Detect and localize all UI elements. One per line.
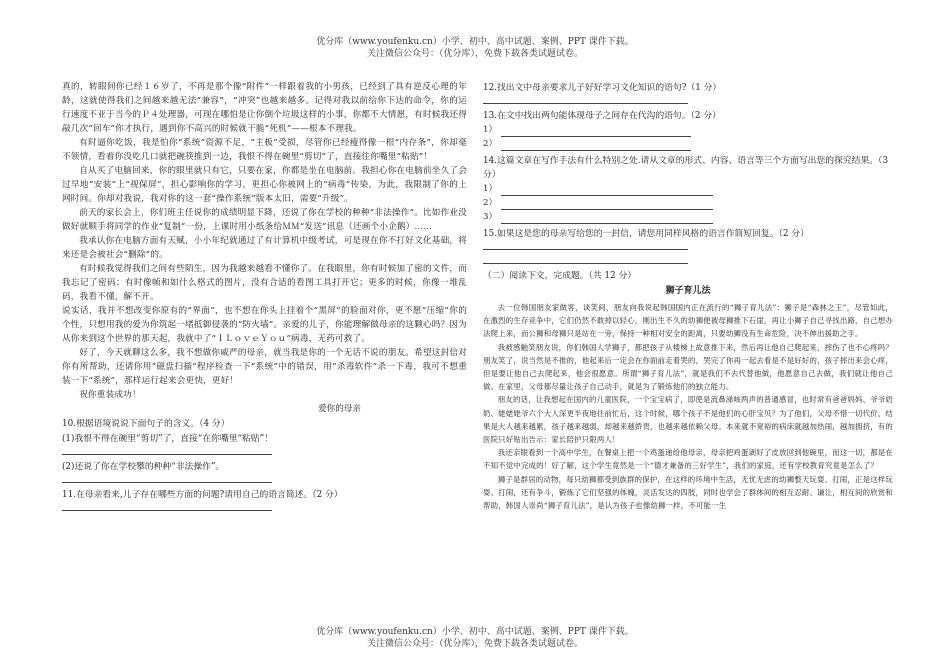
answer-line-10-1[interactable] bbox=[62, 446, 272, 455]
answer-label-14-1: 1） bbox=[483, 184, 498, 194]
letter-paragraph-3: 自从买了电脑回来，你的眼里就只有它，只要在家，你都是坐在电脑前。我担心你在电脑前坐久了会过早地“安装”上“视保屏”，担心影响你的学习，更担心你被网上的“病毒”传染，为此，我限制了你的上网时间。你却对我说，我对你的这一套“操作系统”版本太旧，需要“升级”。 bbox=[62, 166, 467, 204]
letter-paragraph-6: 有时候我觉得我们之间有些陌生，因为我越来越看不懂你了。在我眼里，你有时候加了密的文件，而我忘记了密码；有时像帧和如什么格式的图片，没有合适的看图工具打开它；更多的时候，你像一堆乱码，我看不懂，解不开。 bbox=[62, 264, 467, 302]
article-paragraph-4: 我还亲眼看到一个高中学生，在餐桌上把一个鸡蛋递给他母亲，母亲把鸡蛋剥好了皮放回到他碗里，而这一切，都是在不知不觉中完成的！好了解，这个学生竟然是一个“德才兼备的三好学生”，我们的家庭，还有学校教育究竟是怎么了？ bbox=[483, 448, 893, 471]
answer-label-13-2: 2） bbox=[483, 139, 498, 149]
letter-paragraph-8: 好了，今天就聊这么多，我不想做你威严的母亲，就当我是你的一个无话不说的朋友。希望这封信对你有所帮助，还请你用“磁盘扫描”程序检查一下“系统”中的错误，用“杀毒软件”杀一下毒，我可不想重装一下“系统”，那样运行起来会更快，更好！ bbox=[62, 348, 467, 386]
answer-line-13-2[interactable] bbox=[501, 140, 691, 151]
answer-row-13-1 bbox=[483, 123, 893, 137]
letter-paragraph-4: 前天的家长会上，你们班主任说你的成绩明显下降，还说了你在学校的种种“非法操作”。比如作业没做好就顺手将同学的作业“复制”一份，上课时用小纸条给ＭＭ“发送”讯息（还画个小企鹅）…… bbox=[62, 208, 467, 232]
answer-row-14-3 bbox=[483, 210, 893, 224]
page-footer bbox=[0, 626, 950, 650]
article-paragraph-3: 朋友的话，让我想起在国内的儿童医院，一个宝宝病了，即使是流鼻涕咳两声的普通感冒，也时常有爸爸妈妈、爷爷奶奶、姥姥姥爷六个大人深更半夜地往前忙后，这个时候，哪个孩子不是他们的心肝宝贝？为了他们，父母不惜一切代价，结果是大人越来越累，孩子越来越弱，却越来越娇贵，也越来越依赖父母。本来就不宽裕的病床就越加热闹，越加拥挤，有的医院只好贴出告示：家长陪护只限两人！ bbox=[483, 395, 893, 445]
letter-paragraph-7: 说实话，我并不想改变你原有的“界面”，也不想在你头上挂着个“黑屏”的脸面对你，更不愿“压缩”你的个性，只想用我的爱为你筑起一堵抵御侵袭的“防火墙”。亲爱的儿子，你能理解做母亲的这颗心吗？因为从你来到这个世界的那天起，我就中了“ＩＬｏｖｅＹｏｕ”病毒，无药可救了。 bbox=[62, 306, 467, 344]
answer-label-13-1: 1） bbox=[483, 125, 498, 135]
answer-line-15-a[interactable] bbox=[483, 241, 688, 250]
answer-row-14-1 bbox=[483, 182, 893, 196]
footer-line-2: 关注微信公众号：（优分库），免费下载各类试题试卷。 bbox=[366, 639, 583, 649]
question-12: 12.找出文中母亲要求儿子好好学习文化知识的语句?（1 分） bbox=[483, 83, 722, 93]
question-10-2: (2)还说了你在学校攀的种种“非法操作”。 bbox=[62, 462, 225, 472]
right-column bbox=[483, 80, 893, 512]
header-line-1: 优分库（www.youfenku.cn）小学、初中、高中试题、案例、PPT 课件下载。 bbox=[316, 37, 634, 47]
question-10-1: (1)我恨不得在碗里“剪切”了，直接“在你嘴里“粘贴”！ bbox=[62, 434, 273, 444]
letter-paragraph-2: 有时逼你吃饭，我是怕你“系统”资源不足，“主板”受损，尽管你已经瘦得像一根“内存条”，你却毫不领情，看着你没吃几口就把碗筷推到一边，我恨不得在碗里“剪切”了，直接往你嘴里“粘贴”！ bbox=[62, 138, 467, 162]
answer-row-13-2 bbox=[483, 137, 893, 151]
question-15: 15.如果这是您的母亲写给您的一封信，请您用同样风格的语言作简短回复。（2 分） bbox=[483, 229, 809, 239]
letter-paragraph-5: 我承认你在电脑方面有天赋，小小年纪就通过了有计算机中级考试，可是现在你不打好文化基础，将来还是会被社会“删除”的。 bbox=[62, 236, 467, 260]
article-paragraph-1: 去一位韩国朋友家做客，谈笑间，朋友向我说起韩国国内正在流行的“狮子育儿法”：狮子是“森林之王”，尽管如此，在激烈的生存竞争中，它们仍然不敢掉以轻心，刚出生不久的幼狮便被母狮推下石崖，再让小狮子自己寻找出路，自己想办法爬上来，而公狮和母狮只是站在一旁，保持一种相对安全的距离，只要幼狮没有生命危险，决不伸出援助之手。 bbox=[483, 303, 893, 339]
answer-line-10-2[interactable] bbox=[62, 474, 272, 483]
page-header bbox=[0, 36, 950, 60]
answer-label-14-2: 2） bbox=[483, 198, 498, 208]
article-paragraph-2: 我被感触笑朋友说，你们韩国人学狮子，都把孩子从楼梯上故意推下来，然后再让他自己爬起来，摔伤了也不心疼吗？朋友笑了，说当然是不推的，他起来后一定会在你面前走着哭的，哭完了你再一起去看是不是好好的，孩子摔出来会心疼，但是要让他自己去爬起来，他会很愿意。所谓“狮子育儿法”，就是我们不去代替他做，他愿意自己去做，我们就让他自己做。在家里，父母都尽量让孩子自己动手，就是为了锻炼他们的独立能力。 bbox=[483, 342, 893, 392]
question-13: 13.在文中找出两句能体现母子之间存在代沟的语句。（2 分） bbox=[483, 111, 721, 121]
letter-signature: 爱你的母亲 bbox=[318, 404, 361, 414]
answer-line-12[interactable] bbox=[483, 95, 688, 104]
answer-line-14-1[interactable] bbox=[501, 185, 713, 196]
answer-line-13-1[interactable] bbox=[501, 126, 691, 137]
left-column bbox=[62, 80, 467, 516]
answer-line-14-3[interactable] bbox=[501, 213, 713, 224]
article-title: 狮子育儿法 bbox=[665, 286, 711, 296]
answer-row-14-2 bbox=[483, 196, 893, 210]
question-10: 10.根据语境说说下面句子的含义。（4 分） bbox=[62, 419, 230, 429]
answer-line-14-2[interactable] bbox=[501, 199, 713, 210]
answer-line-15-b[interactable] bbox=[483, 255, 688, 264]
article-body bbox=[483, 301, 893, 512]
footer-line-1: 优分库（www.youfenku.cn）小学、初中、高中试题、案例、PPT 课件下载。 bbox=[316, 627, 634, 637]
letter-closing: 祝你重装成功！ bbox=[79, 390, 141, 400]
section-2-title: （二）阅读下文，完成题。（共 12 分） bbox=[483, 271, 637, 281]
question-11: 11.在母亲看来,儿子存在哪些方面的问题?请用自己的语言简述。（2 分） bbox=[62, 490, 343, 500]
letter-paragraph-1: 真的，转眼间你已经１６岁了，不再是那个像“附件”一样跟着我的小男孩，已经到了具有逆反心理的年龄，这就使得我们之间越来越无法“兼容”，“冲突”也越来越多。记得对我以前给你下达的命令，你的运行速度不亚于当今的Ｐ４处理器，可现在哪怕是让你倒个垃圾这样的小事，你都不大情愿，有时候我还得敲几次“回车”你才执行，遇到你不高兴的时候就干脆“死机”——根本不理我。 bbox=[62, 82, 467, 134]
answer-label-14-3: 3） bbox=[483, 212, 498, 222]
answer-line-11[interactable] bbox=[62, 502, 272, 511]
header-line-2: 关注微信公众号：（优分库），免费下载各类试题试卷。 bbox=[366, 49, 583, 59]
article-paragraph-5: 狮子是群居的动物，每只幼狮都受到族群的保护，在这样的环境中生活，无忧无虑的幼狮整天玩耍、打闹，正是这样玩耍、打闹，还有争斗，锻炼了它们坚强的体魄，灵活发达的四肢，同时也学会了群体间的相互忍耐、谦让，相互间的欣赏和帮助，韩国人崇尚“狮子育儿法”，是认为孩子也像幼狮一样，不可能一生 bbox=[483, 474, 893, 511]
question-14: 14.这篇文章在写作手法有什么特别之处.请从文章的形式、内容、语言等三个方面写出您的探究结果。（3 分） bbox=[483, 156, 889, 180]
